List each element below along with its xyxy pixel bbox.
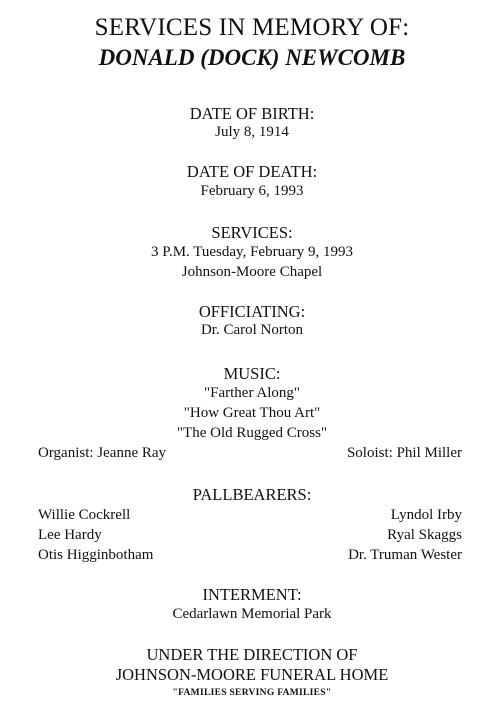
funeral-home-name: JOHNSON-MOORE FUNERAL HOME (115, 665, 389, 684)
pallbearer-right-1: Lyndol Irby (390, 507, 462, 523)
pallbearer-left-1: Willie Cockrell (38, 507, 131, 523)
pallbearer-right-3: Dr. Truman Wester (348, 547, 462, 563)
program-title: SERVICES IN MEMORY OF: (94, 14, 410, 41)
song-1: "Farther Along" (204, 385, 300, 401)
pallbearer-right-2: Ryal Skaggs (387, 527, 462, 543)
pallbearer-left-2: Lee Hardy (38, 527, 102, 543)
funeral-home-motto: "FAMILIES SERVING FAMILIES" (172, 688, 332, 698)
birth-date: July 8, 1914 (215, 124, 289, 140)
soloist: Soloist: Phil Miller (346, 445, 462, 461)
services-location: Johnson-Moore Chapel (181, 264, 323, 280)
death-date: February 6, 1993 (200, 183, 304, 199)
organist: Organist: Jeanne Ray (38, 445, 167, 461)
funeral-home-line-1: UNDER THE DIRECTION OF (146, 645, 358, 664)
officiant-name: Dr. Carol Norton (200, 322, 304, 338)
death-heading: DATE OF DEATH: (186, 162, 318, 181)
pallbearer-left-3: Otis Higginbotham (38, 547, 154, 563)
interment-location: Cedarlawn Memorial Park (172, 606, 332, 622)
song-2: "How Great Thou Art" (183, 405, 321, 421)
officiating-heading: OFFICIATING: (198, 302, 306, 321)
interment-heading: INTERMENT: (202, 585, 302, 604)
music-heading: MUSIC: (223, 364, 281, 383)
birth-heading: DATE OF BIRTH: (189, 104, 315, 123)
deceased-name: DONALD (DOCK) NEWCOMB (98, 45, 406, 70)
pallbearers-heading: PALLBEARERS: (192, 485, 312, 504)
services-heading: SERVICES: (211, 223, 293, 242)
song-3: "The Old Rugged Cross" (176, 425, 328, 441)
services-time: 3 P.M. Tuesday, February 9, 1993 (151, 244, 353, 260)
